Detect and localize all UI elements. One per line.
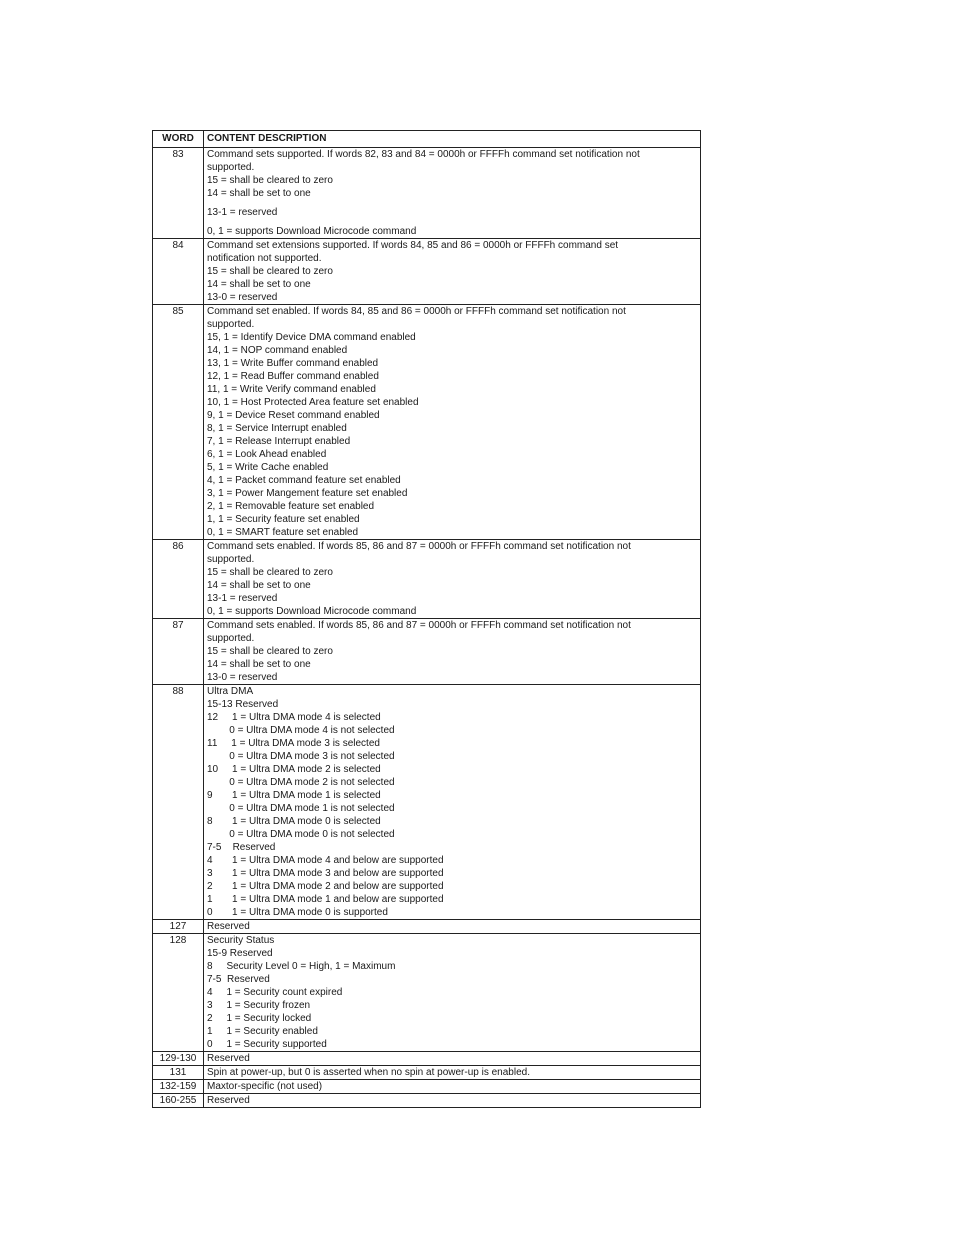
description-cell: [204, 148, 701, 239]
description-line: 7, 1 = Release Interrupt enabled: [207, 436, 351, 447]
word-cell: 86: [153, 540, 204, 619]
word-cell: 88: [153, 685, 204, 920]
description-line: notification not supported.: [207, 253, 322, 264]
word-cell: 83: [153, 148, 204, 239]
description-cell: [204, 1066, 701, 1080]
description-line: 4 1 = Security count expired: [207, 987, 343, 998]
description-cell: [204, 685, 701, 920]
description-line: 12, 1 = Read Buffer command enabled: [207, 371, 379, 382]
description-line: 1 1 = Security enabled: [207, 1026, 318, 1037]
description-line: 0 1 = Security supported: [207, 1039, 327, 1050]
description-line: Security Status: [207, 935, 275, 946]
description-line: supported.: [207, 554, 255, 565]
description-line: 13-0 = reserved: [207, 292, 278, 303]
description-line: 4, 1 = Packet command feature set enabled: [207, 475, 401, 486]
description-line: 4 1 = Ultra DMA mode 4 and below are supported: [207, 855, 444, 866]
description-line: Ultra DMA: [207, 686, 254, 697]
table-row: [153, 148, 701, 239]
description-line: 14 = shall be set to one: [207, 580, 311, 591]
description-cell: [204, 305, 701, 540]
description-line: 10 1 = Ultra DMA mode 2 is selected: [207, 764, 381, 775]
description-line: 1, 1 = Security feature set enabled: [207, 514, 360, 525]
description-cell: [204, 1052, 701, 1066]
description-line: 2 1 = Security locked: [207, 1013, 312, 1024]
description-line: Command set enabled. If words 84, 85 and 86 = 0000h or FFFFh command set notification not: [207, 306, 626, 317]
description-line: 11 1 = Ultra DMA mode 3 is selected: [207, 738, 380, 749]
table-row: [153, 540, 701, 619]
description-line: Reserved: [207, 1095, 250, 1106]
description-cell: [204, 540, 701, 619]
description-cell: [204, 1094, 701, 1108]
description-line: 12 1 = Ultra DMA mode 4 is selected: [207, 712, 381, 723]
word-cell: 128: [153, 934, 204, 1052]
description-line: Reserved: [207, 1053, 250, 1064]
description-line: 0 1 = Ultra DMA mode 0 is supported: [207, 907, 388, 918]
table-row: [153, 305, 701, 540]
description-line: Command sets supported. If words 82, 83 and 84 = 0000h or FFFFh command set notification not: [207, 149, 640, 160]
description-line: 0 = Ultra DMA mode 3 is not selected: [207, 751, 395, 762]
description-line: 10, 1 = Host Protected Area feature set enabled: [207, 397, 419, 408]
description-line: 14 = shall be set to one: [207, 279, 311, 290]
word-cell: 84: [153, 239, 204, 305]
description-line: Reserved: [207, 921, 250, 932]
description-line: 0 = Ultra DMA mode 0 is not selected: [207, 829, 395, 840]
table-body: [153, 148, 701, 1108]
description-line: 15-9 Reserved: [207, 948, 273, 959]
description-line: supported.: [207, 162, 255, 173]
table-row: [153, 1066, 701, 1080]
description-line: 7-5 Reserved: [207, 842, 276, 853]
table-row: [153, 1094, 701, 1108]
table-row: [153, 239, 701, 305]
description-line: 2 1 = Ultra DMA mode 2 and below are supported: [207, 881, 444, 892]
description-line: 13-1 = reserved: [207, 593, 278, 604]
description-line: 3, 1 = Power Mangement feature set enabled: [207, 488, 408, 499]
description-line: 13-1 = reserved: [207, 207, 278, 218]
word-cell: 127: [153, 920, 204, 934]
column-header-word: WORD: [153, 131, 204, 148]
description-cell: [204, 239, 701, 305]
table-row: [153, 685, 701, 920]
word-cell: 132-159: [153, 1080, 204, 1094]
word-cell: 129-130: [153, 1052, 204, 1066]
description-line: 5, 1 = Write Cache enabled: [207, 462, 329, 473]
word-cell: 87: [153, 619, 204, 685]
description-line: 3 1 = Ultra DMA mode 3 and below are supported: [207, 868, 444, 879]
description-line: 7-5 Reserved: [207, 974, 270, 985]
description-line: Spin at power-up, but 0 is asserted when no spin at power-up is enabled.: [207, 1067, 530, 1078]
identify-device-table: [152, 130, 701, 1108]
description-line: 8 1 = Ultra DMA mode 0 is selected: [207, 816, 381, 827]
description-cell: [204, 920, 701, 934]
description-line: 3 1 = Security frozen: [207, 1000, 311, 1011]
word-cell: 160-255: [153, 1094, 204, 1108]
description-line: 0, 1 = supports Download Microcode command: [207, 606, 417, 617]
description-line: 6, 1 = Look Ahead enabled: [207, 449, 327, 460]
description-cell: [204, 619, 701, 685]
description-line: 0 = Ultra DMA mode 1 is not selected: [207, 803, 395, 814]
description-line: Command sets enabled. If words 85, 86 and 87 = 0000h or FFFFh command set notification not: [207, 620, 631, 631]
word-cell: 85: [153, 305, 204, 540]
description-line: 0, 1 = SMART feature set enabled: [207, 527, 359, 538]
description-line: Command set extensions supported. If words 84, 85 and 86 = 0000h or FFFFh command set: [207, 240, 619, 251]
description-line: 1 1 = Ultra DMA mode 1 and below are supported: [207, 894, 444, 905]
description-line: 11, 1 = Write Verify command enabled: [207, 384, 376, 395]
description-line: 15 = shall be cleared to zero: [207, 266, 333, 277]
description-line: 15-13 Reserved: [207, 699, 279, 710]
description-cell: [204, 934, 701, 1052]
table-row: [153, 1080, 701, 1094]
description-line: 9, 1 = Device Reset command enabled: [207, 410, 380, 421]
column-header-description: CONTENT DESCRIPTION: [204, 131, 701, 148]
description-line: 13-0 = reserved: [207, 672, 278, 683]
description-line: 0 = Ultra DMA mode 4 is not selected: [207, 725, 395, 736]
description-line: 14 = shall be set to one: [207, 188, 311, 199]
table-row: [153, 920, 701, 934]
table-row: [153, 934, 701, 1052]
table-row: [153, 619, 701, 685]
description-line: supported.: [207, 633, 255, 644]
table-row: [153, 1052, 701, 1066]
description-line: Command sets enabled. If words 85, 86 and 87 = 0000h or FFFFh command set notification not: [207, 541, 631, 552]
description-cell: [204, 1080, 701, 1094]
description-line: 14, 1 = NOP command enabled: [207, 345, 348, 356]
description-line: 15 = shall be cleared to zero: [207, 646, 333, 657]
description-line: supported.: [207, 319, 255, 330]
description-line: 15 = shall be cleared to zero: [207, 175, 333, 186]
table-header-row: [153, 131, 701, 148]
description-line: 15 = shall be cleared to zero: [207, 567, 333, 578]
word-cell: 131: [153, 1066, 204, 1080]
description-line: 8, 1 = Service Interrupt enabled: [207, 423, 347, 434]
description-line: Maxtor-specific (not used): [207, 1081, 323, 1092]
description-line: 14 = shall be set to one: [207, 659, 311, 670]
description-line: 8 Security Level 0 = High, 1 = Maximum: [207, 961, 396, 972]
description-line: 2, 1 = Removable feature set enabled: [207, 501, 375, 512]
description-line: 13, 1 = Write Buffer command enabled: [207, 358, 379, 369]
description-line: 15, 1 = Identify Device DMA command enabled: [207, 332, 416, 343]
description-line: 9 1 = Ultra DMA mode 1 is selected: [207, 790, 381, 801]
description-line: 0, 1 = supports Download Microcode command: [207, 226, 417, 237]
description-line: 0 = Ultra DMA mode 2 is not selected: [207, 777, 395, 788]
